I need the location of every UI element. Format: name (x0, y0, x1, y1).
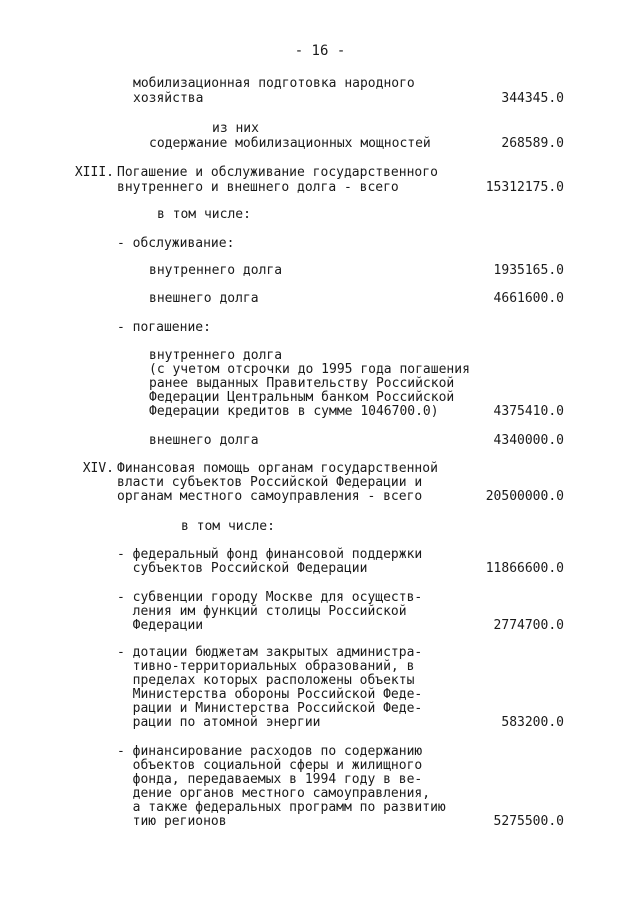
entry-text-line: рации по атомной энергии (117, 715, 321, 730)
entry-text-line: ления им функций столицы Российской (117, 604, 407, 619)
entry-text-line: субъектов Российской Федерации (117, 561, 368, 576)
entry-text-line: из них (212, 121, 259, 136)
entry-text-line: - погашение: (117, 320, 211, 335)
entry-text-line: внутреннего долга (149, 263, 283, 278)
entry-text-line: дение органов местного самоуправления, (117, 786, 431, 801)
entry-text-line: объектов социальной сферы и жилищного (117, 758, 423, 773)
entry-text-line: (с учетом отсрочки до 1995 года погашения (149, 362, 470, 377)
entry-value: 4340000.0 (493, 433, 564, 448)
entry-text-line: пределах которых расположены объекты (117, 673, 415, 688)
entry-value: 2774700.0 (493, 618, 564, 633)
entry-text-line: мобилизационная подготовка народного (133, 76, 415, 91)
entry-text-line: фонда, передаваемых в 1994 году в ве- (117, 772, 423, 787)
entry-value: 11866600.0 (485, 561, 564, 576)
entry-text-line: а также федеральных программ по развитию (117, 800, 446, 815)
entry-text-line: в том числе: (181, 519, 275, 534)
entry-text-line: органам местного самоуправления - всего (117, 489, 423, 504)
entry-value: 1935165.0 (493, 263, 564, 278)
section-number: XIII. (74, 165, 114, 180)
entry-value: 20500000.0 (485, 489, 564, 504)
entry-text-line: - обслуживание: (117, 236, 235, 251)
entry-text-line: Министерства обороны Российской Феде- (117, 687, 423, 702)
entry-value: 268589.0 (501, 136, 564, 151)
entry-text-line: ранее выданных Правительству Российской (149, 376, 455, 391)
entry-text-line: - субвенции городу Москве для осуществ- (117, 590, 423, 605)
entry-value: 344345.0 (501, 91, 564, 106)
entry-text-line: Погашение и обслуживание государственного (117, 165, 438, 180)
entry-text-line: внешнего долга (149, 291, 259, 306)
entry-text-line: рации и Министерства Российской Феде- (117, 701, 423, 716)
entry-text-line: внутреннего и внешнего долга - всего (117, 180, 399, 195)
entry-text-line: внешнего долга (149, 433, 259, 448)
entry-text-line: тивно-территориальных образований, в (117, 659, 415, 674)
entry-text-line: внутреннего долга (149, 348, 283, 363)
entry-value: 583200.0 (501, 715, 564, 730)
entry-text-line: - федеральный фонд финансовой поддержки (117, 547, 423, 562)
section-number: XIV. (82, 461, 114, 476)
entry-text-line: - дотации бюджетам закрытых администра- (117, 645, 423, 660)
page-number: - 16 - (294, 43, 346, 59)
entry-value: 15312175.0 (485, 180, 564, 195)
entry-text-line: Федерации кредитов в сумме 1046700.0) (149, 404, 439, 419)
entry-text-line: Финансовая помощь органам государственной (117, 461, 438, 476)
entry-value: 4661600.0 (493, 291, 564, 306)
entry-text-line: Федерации (117, 618, 204, 633)
entry-text-line: тию регионов (117, 814, 227, 829)
entry-value: 4375410.0 (493, 404, 564, 419)
entry-value: 5275500.0 (493, 814, 564, 829)
entry-text-line: хозяйства (133, 91, 204, 106)
entry-text-line: - финансирование расходов по содержанию (117, 744, 423, 759)
entry-text-line: Федерации Центральным банком Российской (149, 390, 455, 405)
entry-text-line: в том числе: (157, 207, 251, 222)
entry-text-line: содержание мобилизационных мощностей (149, 136, 431, 151)
entry-text-line: власти субъектов Российской Федерации и (117, 475, 423, 490)
